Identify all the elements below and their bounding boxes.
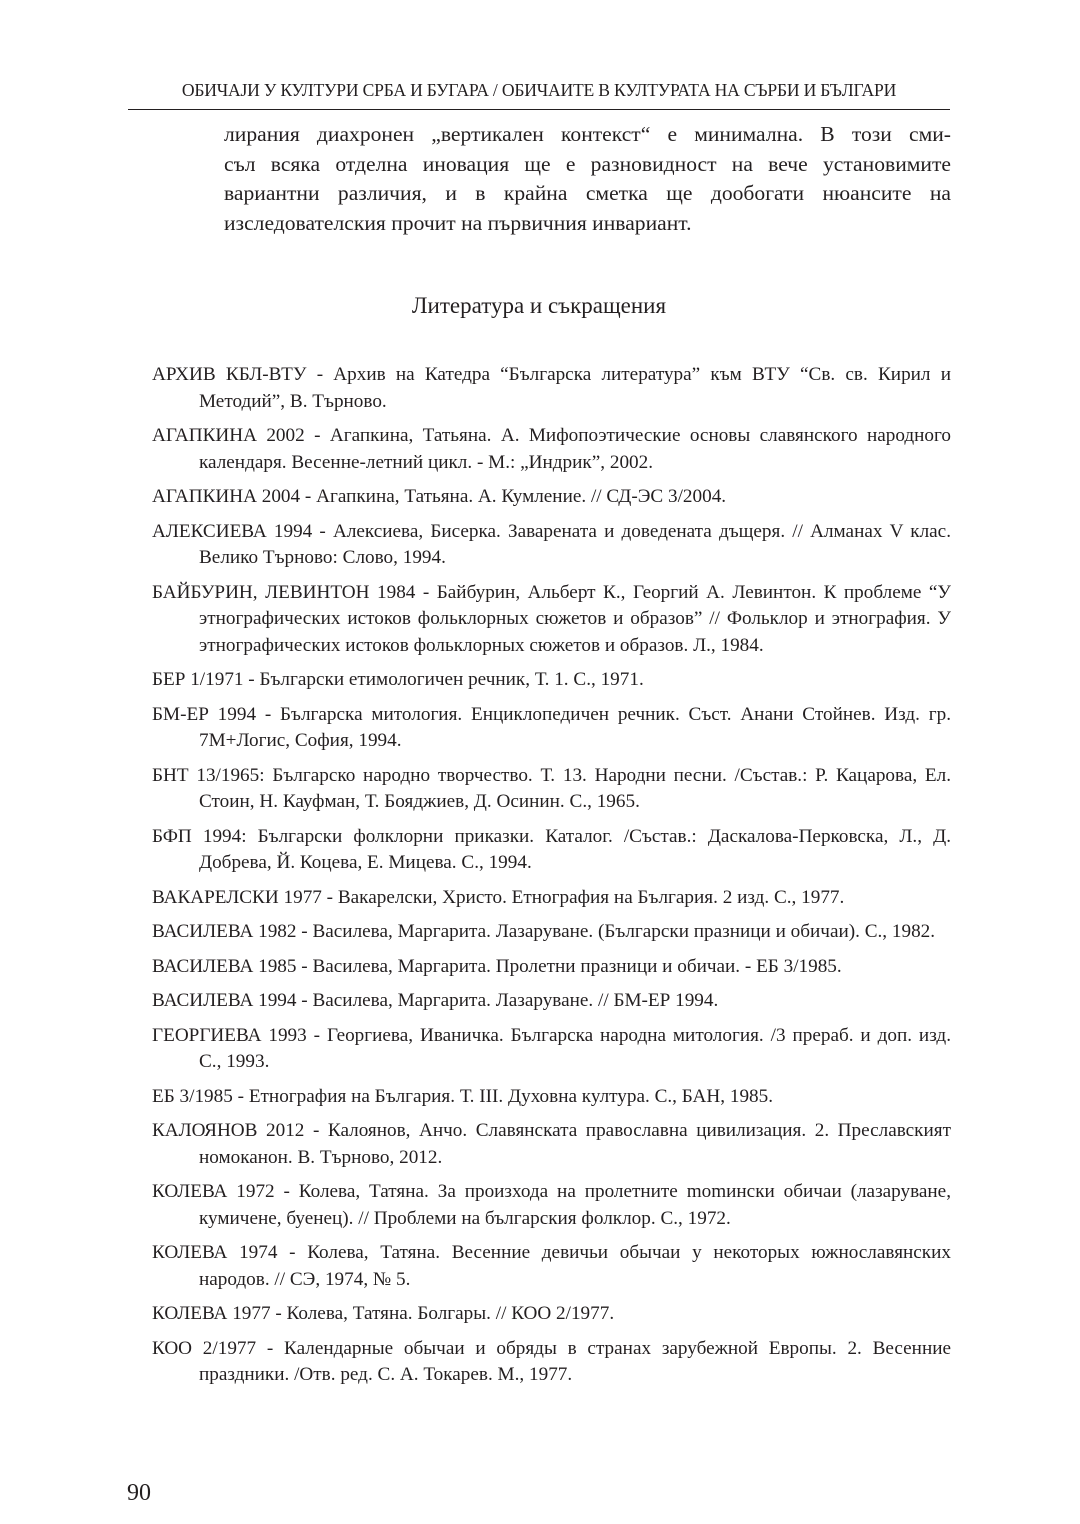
reference-item: АЛЕКСИЕВА 1994 - Алексиева, Бисерка. Заварената и доведената дъщеря. // Алманах V клас. Велико Търново: Слово, 1994. bbox=[152, 520, 951, 568]
intro-paragraph bbox=[224, 120, 951, 238]
reference-item: КОО 2/1977 - Календарные обычаи и обряды в странах зарубежной Европы. 2. Весенние праздники. /Отв. ред. С. А. Токарев. М., 1977. bbox=[152, 1337, 951, 1385]
reference-item: БЕР 1/1971 - Български етимологичен речник, Т. 1. С., 1971. bbox=[152, 669, 644, 690]
reference-item: ЕБ 3/1985 - Етнография на България. Т. III. Духовна култура. С., БАН, 1985. bbox=[152, 1085, 774, 1107]
reference-item: КАЛОЯНОВ 2012 - Калоянов, Анчо. Славянската православна цивилизация. 2. Преславският номоканон. В. Търново, 2012. bbox=[152, 1120, 951, 1168]
header-rule bbox=[128, 109, 950, 110]
intro-line: изследователския прочит на първичния инвариант. bbox=[224, 210, 692, 235]
page-number: 90 bbox=[127, 1480, 151, 1506]
reference-item: АГАПКИНА 2002 - Агапкина, Татьяна. А. Мифопоэтические основы славянского народного календаря. Весенне-летний цикл. - М.: „Индрик”, 2002. bbox=[152, 425, 951, 473]
section-title: Литература и съкращения bbox=[411, 293, 667, 318]
intro-line: вариантни различия, и в крайна сметка ще дообогати нюансите на bbox=[224, 181, 951, 205]
reference-item: ВАКАРЕЛСКИ 1977 - Вакарелски, Христо. Етнография на България. 2 изд. С., 1977. bbox=[152, 886, 845, 908]
reference-item: ВАСИЛЕВА 1994 - Василева, Маргарита. Лазаруване. // БМ-ЕР 1994. bbox=[152, 990, 719, 1011]
running-head: ОБИЧАЈИ У КУЛТУРИ СРБА И БУГАРА / ОБИЧАИТЕ В КУЛТУРАТА НА СЪРБИ И БЪЛГАРИ bbox=[181, 80, 897, 100]
reference-item: КОЛЕВА 1972 - Колева, Татяна. За произхода на пролетните momински обичаи (лазаруване, кумичене, буенец). // Проблеми на българския фолклор. С., 1972. bbox=[152, 1181, 951, 1229]
reference-item: АРХИВ КБЛ-ВТУ - Архив на Катедра “Българска литература” към ВТУ “Св. св. Кирил и Методий”, В. Търново. bbox=[152, 364, 951, 412]
reference-item: ВАСИЛЕВА 1985 - Василева, Маргарита. Пролетни празници и обичаи. - ЕБ 3/1985. bbox=[152, 955, 842, 977]
reference-item: ВАСИЛЕВА 1982 - Василева, Маргарита. Лазаруване. (Български празници и обичаи). С., 1982. bbox=[152, 921, 936, 942]
reference-item: БФП 1994: Български фолклорни приказки. Каталог. /Състав.: Даскалова-Перковска, Л., Д. Добрева, Й. Коцева, Е. Мицева. С., 1994. bbox=[152, 825, 951, 873]
reference-item: БАЙБУРИН, ЛЕВИНТОН 1984 - Байбурин, Альберт К., Георгий А. Левинтон. К проблеме “У этнографических истоков фольклорных сюжетов и образов” // Фольклор и этнография. У этнографических истоков фольклорных сюжетов и образов. Л., 1984. bbox=[152, 581, 951, 656]
reference-item: АГАПКИНА 2004 - Агапкина, Татьяна. А. Кумление. // СД-ЭС 3/2004. bbox=[152, 486, 727, 507]
reference-item: БМ-ЕР 1994 - Българска митология. Енциклопедичен речник. Съст. Анани Стойнев. Изд. гр. 7М+Логис, София, 1994. bbox=[152, 703, 951, 751]
intro-line: съл всяка отделна иновация ще е разновидност на вече установимите bbox=[224, 151, 951, 176]
reference-list bbox=[152, 362, 951, 1397]
reference-item: КОЛЕВА 1977 - Колева, Татяна. Болгары. // КОО 2/1977. bbox=[152, 1303, 615, 1324]
reference-item: БНТ 13/1965: Българско народно творчество. Т. 13. Народни песни. /Състав.: Р. Кацарова, Ел. Стоин, Н. Кауфман, Т. Бояджиев, Д. Осинин. С., 1965. bbox=[152, 764, 951, 812]
reference-item: ГЕОРГИЕВА 1993 - Георгиева, Иваничка. Българска народна митология. /3 прераб. и доп. изд. С., 1993. bbox=[152, 1024, 951, 1072]
intro-line: лирания диахронен „вертикален контекст“ е минимална. В този сми- bbox=[224, 122, 951, 146]
reference-item: КОЛЕВА 1974 - Колева, Татяна. Весенние девичьи обычаи у некоторых южнославянских народов. // СЭ, 1974, № 5. bbox=[152, 1242, 951, 1290]
